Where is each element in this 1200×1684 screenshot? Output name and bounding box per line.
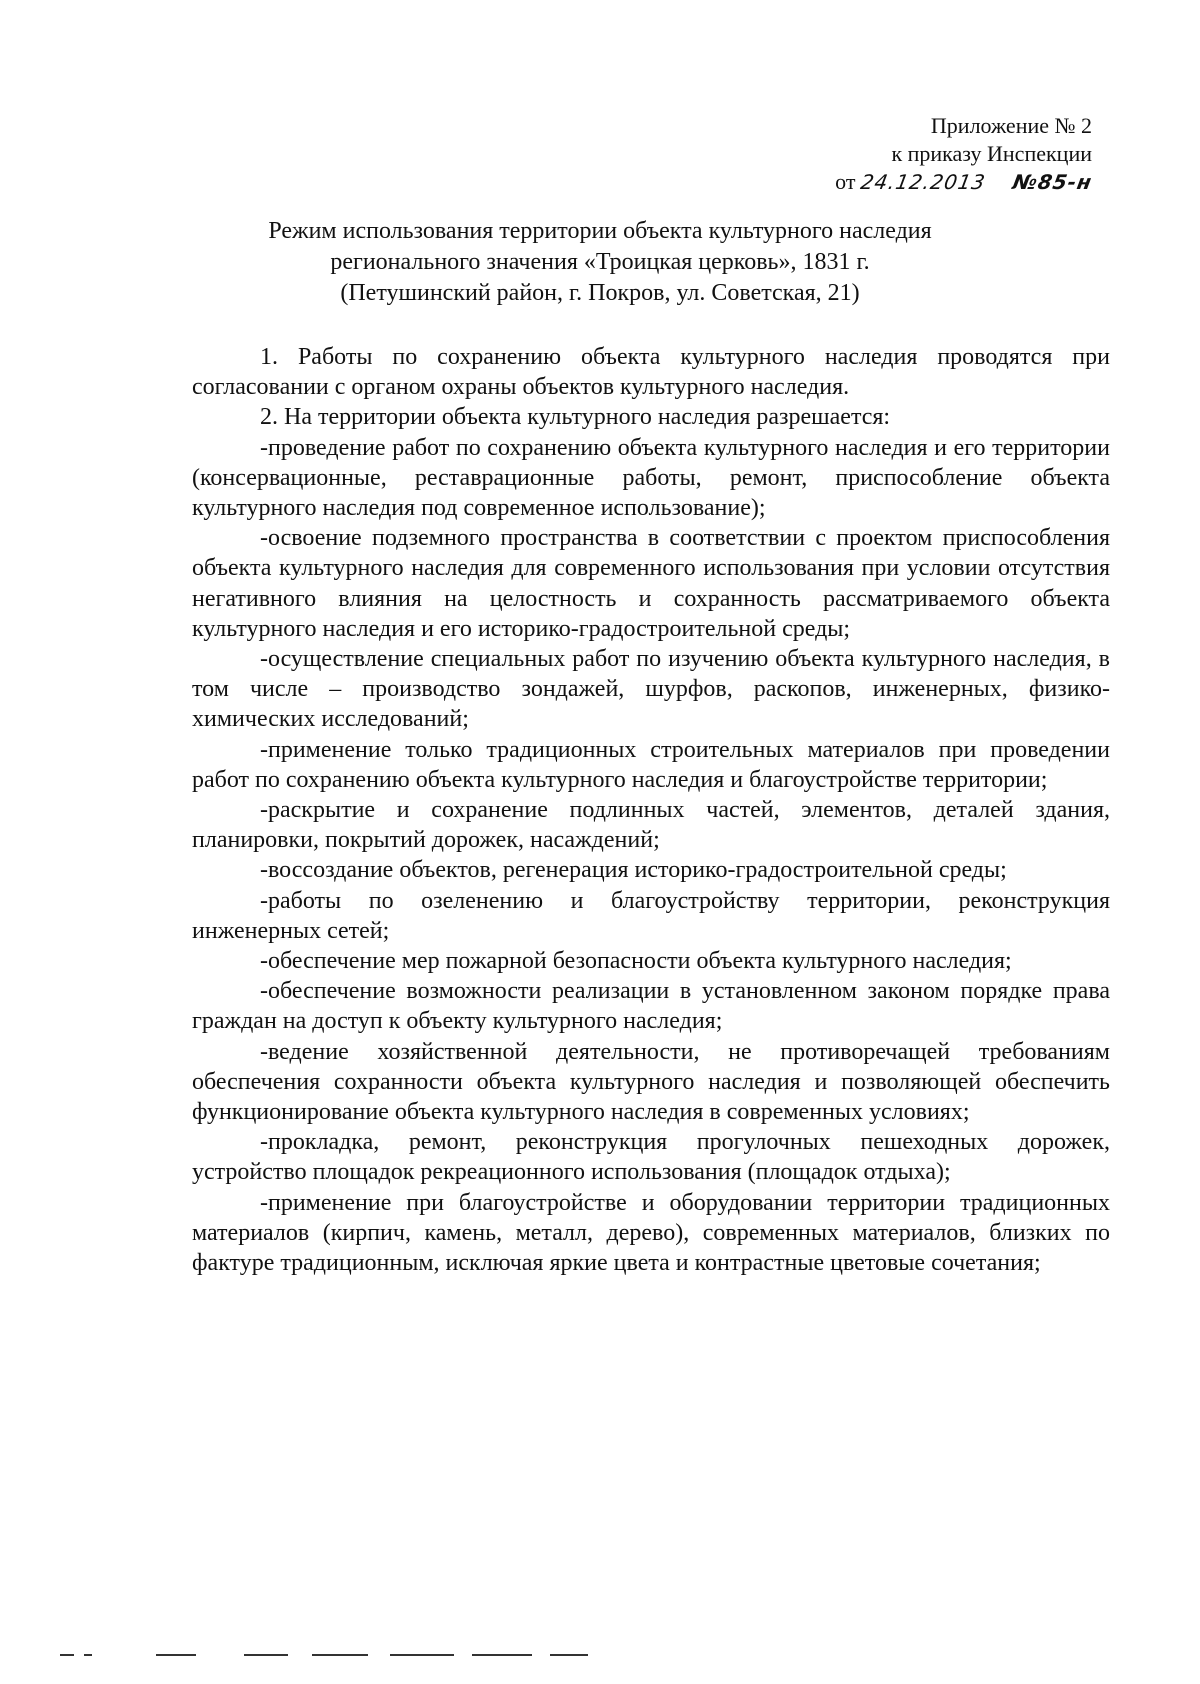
appendix-date-line [835,168,1095,196]
appendix-title: Приложение № 2 [930,113,1092,138]
handwritten-date: 24.12.2013 [858,170,988,194]
list-item: -проведение работ по сохранению объекта культурного наследия и его территории (консервационные, реставрационные работы, ремонт, приспособление объекта культурного наследия под современное использование); [192,434,1110,522]
scan-mark [84,1654,92,1656]
handwritten-order-number: №85-н [1010,170,1095,194]
scan-mark [390,1654,454,1656]
list-item: -раскрытие и сохранение подлинных частей, элементов, деталей здания, планировки, покрытий дорожек, насаждений; [192,797,1110,854]
paragraph-2: 2. На территории объекта культурного наследия разрешается: [260,404,891,431]
list-item: -обеспечение возможности реализации в установленном законом порядке права граждан на доступ к объекту культурного наследия; [192,978,1110,1035]
list-item: -осуществление специальных работ по изучению объекта культурного наследия, в том числе – производство зондажей, шурфов, раскопов, инженерных, физико-химических исследований; [192,646,1110,733]
title-line-3: (Петушинский район, г. Покров, ул. Советская, 21) [340,280,860,306]
scan-mark [472,1654,532,1656]
document-title [150,216,1050,309]
title-line-1: Режим использования территории объекта культурного наследия [268,218,932,244]
list-item: -применение при благоустройстве и оборудовании территории традиционных материалов (кирпич, камень, металл, дерево), современных материалов, близких по фактуре традиционным, исключая яркие цвета и контрастные цветовые сочетания; [192,1189,1110,1277]
appendix-header [835,112,1095,196]
scan-mark [156,1654,196,1656]
list-item: -освоение подземного пространства в соответствии с проектом приспособления объекта культурного наследия для современного использования при условии отсутствия негативного влияния на целостность и сохранность рассматриваемого объекта культурного наследия и его историко-градостроительной среды; [192,525,1110,642]
scan-mark [60,1654,74,1656]
list-item: -работы по озеленению и благоустройству территории, реконструкция инженерных сетей; [192,887,1110,944]
appendix-order-ref: к приказу Инспекции [891,141,1092,166]
date-prefix: от [835,169,856,194]
list-item: -воссоздание объектов, регенерация историко-градостроительной среды; [260,857,1007,884]
list-item: -обеспечение мер пожарной безопасности объекта культурного наследия; [260,948,1012,975]
list-item: -прокладка, ремонт, реконструкция прогулочных пешеходных дорожек, устройство площадок рекреационного использования (площадок отдыха); [192,1129,1110,1186]
scan-mark [244,1654,288,1656]
list-item: -ведение хозяйственной деятельности, не противоречащей требованиям обеспечения сохранности объекта культурного наследия и позволяющей обеспечить функционирование объекта культурного наследия в современных условиях; [192,1038,1110,1126]
paragraph-1: 1. Работы по сохранению объекта культурного наследия проводятся при согласовании с органом охраны объектов культурного наследия. [192,344,1110,401]
scan-mark [312,1654,368,1656]
scan-artifact-marks [60,1654,680,1658]
list-item: -применение только традиционных строительных материалов при проведении работ по сохранению объекта культурного наследия и благоустройстве территории; [192,736,1110,793]
document-body [192,342,1110,1278]
title-line-2: регионального значения «Троицкая церковь», 1831 г. [330,249,870,275]
scan-mark [550,1654,588,1656]
